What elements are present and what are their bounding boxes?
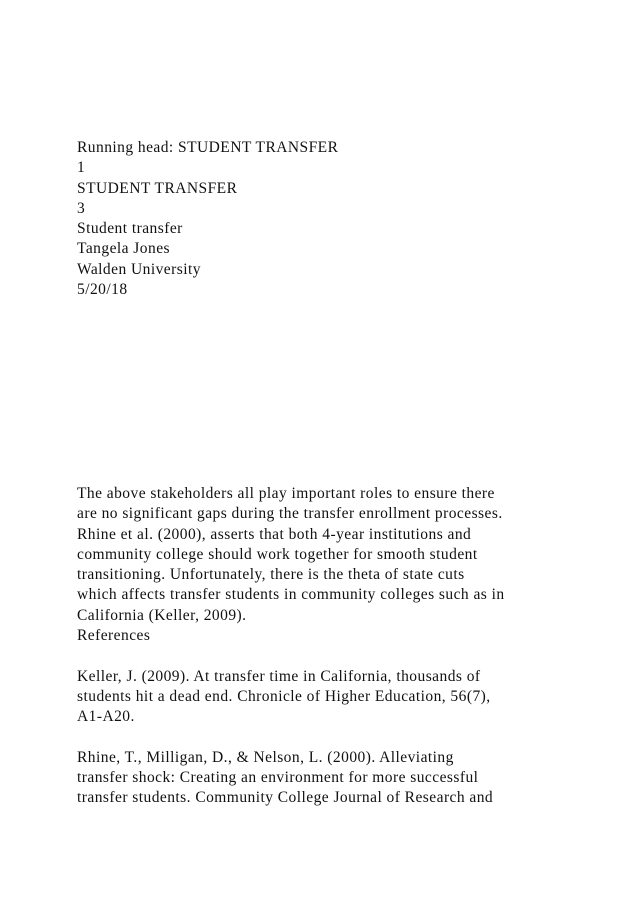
running-head: Running head: STUDENT TRANSFER [77,139,339,156]
paragraph-line: The above stakeholders all play important roles to ensure there [77,485,495,502]
page-header: STUDENT TRANSFER [77,179,238,197]
paper-title: Student transfer [77,220,183,238]
paragraph-line: transitioning. Unfortunately, there is the theta of state cuts [77,566,465,584]
page-number: 1 [77,159,86,177]
paragraph-line: community college should work together for smooth student [77,545,478,563]
title-page-block [77,138,597,300]
institution-name: Walden University [77,260,201,278]
author-name: Tangela Jones [77,240,170,258]
reference-line: students hit a dead end. Chronicle of Higher Education, 56(7), [77,687,491,705]
paragraph-line: California (Keller, 2009). [77,606,247,624]
reference-line: Rhine, T., Milligan, D., & Nelson, L. (2000). Alleviating [77,748,454,766]
paragraph-line: are no significant gaps during the transfer enrollment processes. [77,505,503,523]
body-block [77,484,597,809]
references-heading: References [77,627,151,645]
spacer [77,728,597,748]
page-number: 3 [77,199,86,217]
reference-line: A1-A20. [77,708,135,726]
reference-line: transfer shock: Creating an environment for more successful [77,769,479,787]
reference-line: transfer students. Community College Journal of Research and [77,789,494,807]
paragraph-line: which affects transfer students in community colleges such as in [77,586,505,604]
body-paragraph [77,484,597,626]
reference-line: Keller, J. (2009). At transfer time in California, thousands of [77,667,481,685]
paper-date: 5/20/18 [77,281,128,299]
spacer [77,646,597,666]
reference-entry [77,748,597,809]
paragraph-line: Rhine et al. (2000), asserts that both 4-year institutions and [77,525,472,543]
reference-entry [77,667,597,728]
